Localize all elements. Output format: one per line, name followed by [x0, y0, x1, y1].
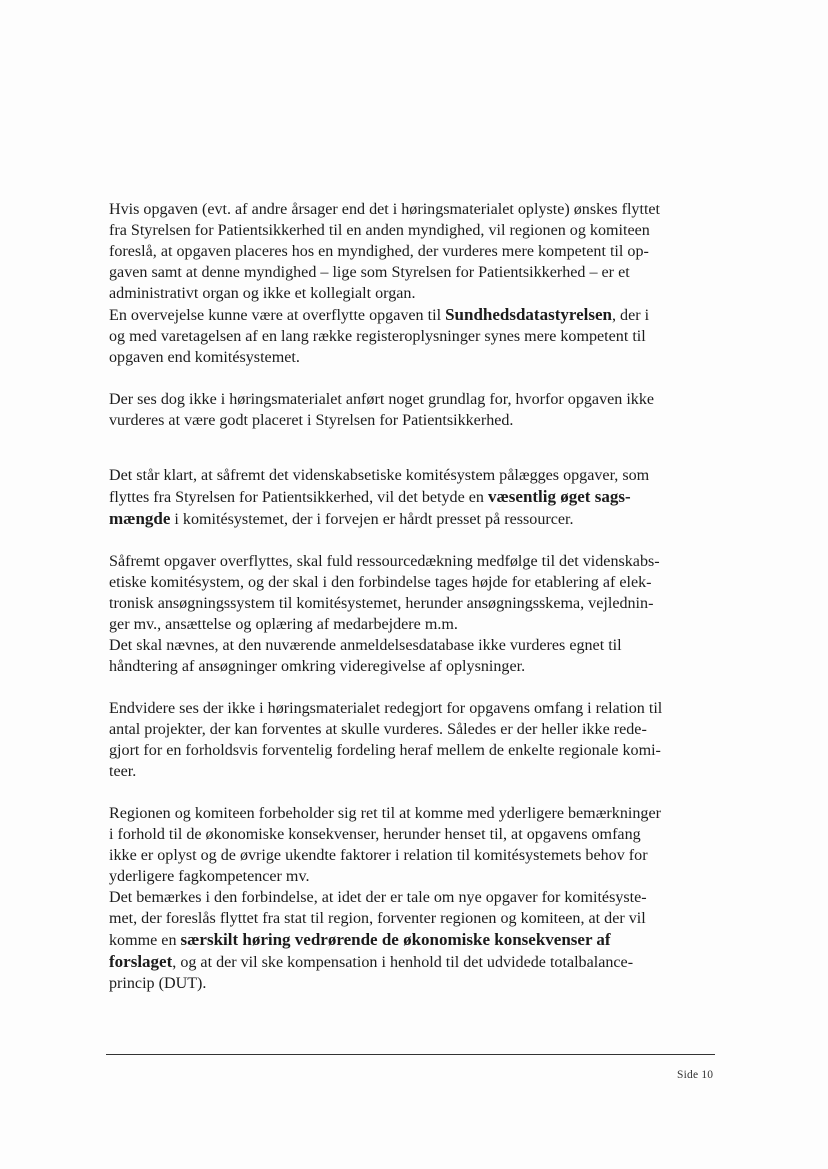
text-line: Det bemærkes i den forbindelse, at idet der er tale om nye opgaver for komitésyste- [109, 889, 647, 906]
text-run: , og at der vil ske kompensation i henhold til det udvidede totalbalance- [172, 954, 634, 971]
text-line: antal projekter, der kan forventes at skulle vurderes. Således er der heller ikke rede- [109, 721, 647, 738]
paragraph-4 [109, 465, 715, 530]
emphasis-hearing: særskilt høring vedrørende de økonomiske konsekvenser af [180, 930, 611, 949]
text-line: fra Styrelsen for Patientsikkerhed til en anden myndighed, vil regionen og komiteen [109, 222, 650, 239]
text-line: etiske komitésystem, og der skal i den forbindelse tages højde for etablering af elek- [109, 574, 652, 591]
paragraph-3 [109, 389, 715, 431]
text-line: Regionen og komiteen forbeholder sig ret til at komme med yderligere bemærkninger [109, 805, 661, 822]
text-line: administrativt organ og ikke et kollegialt organ. [109, 285, 416, 302]
text-line: Hvis opgaven (evt. af andre årsager end det i høringsmaterialet oplyste) ønskes flyttet [109, 201, 661, 218]
text-line [109, 508, 715, 530]
text-run: , der i [611, 307, 650, 324]
text-line: Det skal nævnes, at den nuværende anmeldelsesdatabase ikke vurderes egnet til [109, 637, 622, 654]
emphasis-sundhedsdatastyrelsen: Sundhedsdatastyrelsen [445, 305, 612, 324]
text-line: yderligere fagkompetencer mv. [109, 868, 310, 885]
text-line [109, 951, 715, 973]
text-run: i komitésystemet, der i forvejen er hårdt presset på ressourcer. [170, 511, 574, 528]
paragraph-7 [109, 803, 715, 994]
page-number: Side 10 [677, 1069, 714, 1081]
text-line: vurderes at være godt placeret i Styrelsen for Patientsikkerhed. [109, 412, 514, 429]
paragraph-5 [109, 551, 715, 677]
text-line: ger mv., ansættelse og oplæring af medarbejdere m.m. [109, 616, 458, 633]
text-line: teer. [109, 763, 137, 780]
document-body [109, 199, 715, 994]
emphasis-workload: væsentlig øget sags- [488, 487, 631, 506]
text-line: gjort for en forholdsvis forventelig fordeling heraf mellem de enkelte regionale komi- [109, 742, 661, 759]
text-run: En overvejelse kunne være at overflytte opgaven til [109, 307, 446, 324]
text-line: og med varetagelsen af en lang række registeroplysninger synes mere kompetent til [109, 328, 646, 345]
paragraph-spacer [109, 431, 715, 465]
text-line [109, 929, 715, 951]
text-line: opgaven end komitésystemet. [109, 349, 300, 366]
paragraph-spacer [109, 782, 715, 803]
footer-divider [106, 1054, 715, 1055]
paragraph-1 [109, 199, 715, 304]
text-line: foreslå, at opgaven placeres hos en myndighed, der vurderes mere kompetent til op- [109, 243, 649, 260]
text-line: met, der foreslås flyttet fra stat til region, forventer regionen og komiteen, at der vil [109, 910, 646, 927]
paragraph-spacer [109, 368, 715, 389]
text-line: princip (DUT). [109, 975, 207, 992]
text-line: Der ses dog ikke i høringsmaterialet anført noget grundlag for, hvorfor opgaven ikke [109, 391, 655, 408]
emphasis-workload-cont: mængde [109, 509, 171, 528]
text-line [109, 486, 715, 508]
paragraph-6 [109, 698, 715, 782]
text-run: komme en [109, 932, 181, 949]
text-line: tronisk ansøgningssystem til komitésystemet, herunder ansøgningsskema, vejlednin- [109, 595, 654, 612]
paragraph-spacer [109, 677, 715, 698]
text-line: ikke er oplyst og de øvrige ukendte faktorer i relation til komitésystemets behov for [109, 847, 648, 864]
text-line: håndtering af ansøgninger omkring videregivelse af oplysninger. [109, 658, 526, 675]
text-line: Det står klart, at såfremt det videnskabsetiske komitésystem pålægges opgaver, som [109, 467, 650, 484]
text-run: flyttes fra Styrelsen for Patientsikkerhed, vil det betyde en [109, 489, 488, 506]
text-line: Endvidere ses der ikke i høringsmaterialet redegjort for opgavens omfang i relation til [109, 700, 663, 717]
text-line [109, 304, 715, 326]
text-line: gaven samt at denne myndighed – lige som Styrelsen for Patientsikkerhed – er et [109, 264, 630, 281]
text-line: Såfremt opgaver overflyttes, skal fuld ressourcedækning medfølge til det videnskabs- [109, 553, 660, 570]
emphasis-hearing-cont: forslaget [109, 952, 173, 971]
paragraph-spacer [109, 530, 715, 551]
text-line: i forhold til de økonomiske konsekvenser, herunder henset til, at opgavens omfang [109, 826, 641, 843]
paragraph-2 [109, 304, 715, 368]
